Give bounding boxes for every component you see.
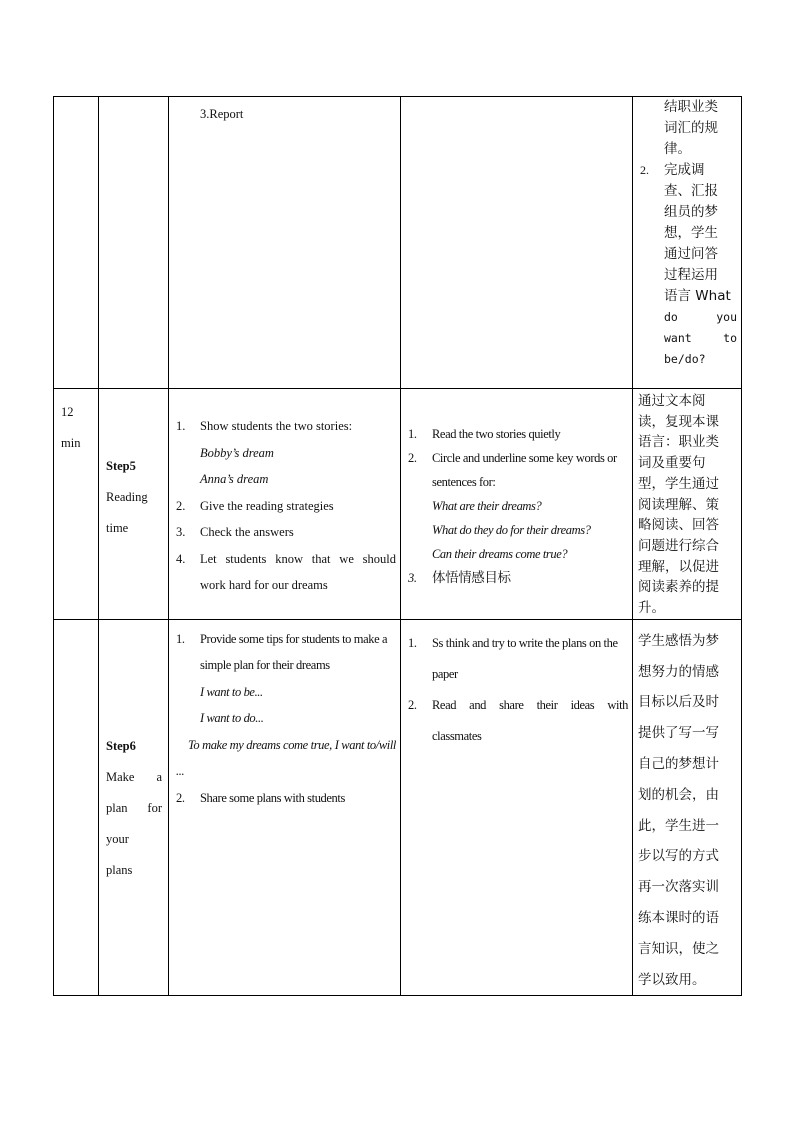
list-item: Check the answers [200,525,294,539]
student-activity-cell: 1. Read the two stories quietly 2. Circle and underline some key words or sentences for: What are their dreams? What do they do for their dreams? Can their dreams come true? 3. 体悟情感目标 [401,389,633,620]
step-name: plan for [106,800,162,815]
list-item: Provide some tips for students to make a simple plan for their dreams [200,631,388,673]
purpose-line: 通过问答 [664,246,718,262]
list-item: Anna’s dream [200,472,269,486]
list-item: What are their dreams? [432,499,542,513]
purpose-line: 学生感悟为梦 [638,632,719,649]
student-activity-cell: 1. Ss think and try to write the plans on the paper 2. Read and share their ideas with classmates [401,619,633,996]
purpose-line: 划的机会，由 [638,786,719,803]
purpose-line: 型，学生通过 [638,475,719,492]
purpose-line: 略阅读、回答 [638,517,719,534]
purpose-line: 过程运用 [664,267,718,283]
purpose-line: 此，学生进一 [638,817,719,834]
list-item: Can their dreams come true? [432,547,568,561]
purpose-line: 查、汇报 [664,183,718,199]
time-value: 12 [61,405,74,419]
list-item: I want to do... [200,711,264,726]
step-title: Step5 [106,459,136,473]
purpose-cell [633,97,742,389]
purpose-line: do you [664,310,737,324]
teacher-activity-cell: 1. Provide some tips for students to make a simple plan for their dreams I want to be... I want to do... To make my dreams come true, I want to/will ... 2. Share some plans with students [169,619,401,996]
purpose-line: 想努力的情感 [638,663,719,680]
student-activity-cell [401,97,633,389]
purpose-line: 目标以后及时 [638,694,719,711]
purpose-line: 提供了写一写 [638,725,719,742]
list-item: Read the two stories quietly [432,427,561,441]
purpose-line: 阅读素养的提 [638,579,719,596]
list-item: Show students the two stories: [200,419,353,433]
step-title: Step6 [106,738,136,753]
purpose-line: 再一次落实训 [638,879,719,896]
list-item: I want to be... [200,684,263,699]
purpose-line: 问题进行综合 [638,537,719,554]
time-unit: min [61,436,81,450]
step-name: Make a [106,769,162,784]
step-name: your [106,831,129,846]
list-item: Circle and underline some key words or sentences for: [432,451,617,489]
purpose-line: 升。 [638,600,665,617]
table-row [54,97,742,389]
purpose-line: 语言：职业类 [638,434,719,451]
time-cell [54,97,99,389]
list-item: 体悟情感目标 [432,570,511,586]
purpose-line: 完成调 [664,162,705,178]
teacher-activity-cell [169,97,401,389]
purpose-line: 通过文本阅 [638,393,706,409]
purpose-line: 学以致用。 [638,971,706,988]
teacher-activity-cell: 1. Show students the two stories: Bobby’s dream Anna’s dream 2. Give the reading strategies 3. Check the answers 4. Let students know that we should work hard for our dreams [169,389,401,620]
step-name: plans [106,862,133,877]
list-item: Give the reading strategies [200,498,334,513]
purpose-line: 词及重要句 [638,455,706,472]
list-item: Bobby’s dream [200,445,274,460]
table-row [54,619,742,996]
purpose-line: 词汇的规 [664,120,718,136]
time-cell [54,619,99,996]
purpose-line: 律。 [664,141,691,157]
list-item: To make my dreams come true, I want to/will ... [176,737,396,779]
report-text: 3.Report [200,107,244,121]
purpose-line: 想，学生 [664,225,718,241]
list-item: Share some plans with students [200,790,345,805]
time-cell [54,389,99,620]
lesson-plan-table [53,96,742,996]
purpose-line: be/do? [664,352,706,366]
purpose-line: 理解，以促进 [638,558,719,575]
list-number: 2. [640,163,649,177]
step-cell [99,389,169,620]
step-cell [99,97,169,389]
purpose-line: 言知识，使之 [638,940,719,957]
purpose-line: 组员的梦 [664,204,718,220]
step-cell [99,619,169,996]
table-row [54,389,742,620]
list-item: What do they do for their dreams? [432,523,591,537]
purpose-line: 阅读理解、策 [638,496,719,513]
purpose-cell [633,389,742,620]
purpose-line: want to [664,331,737,345]
purpose-cell [633,619,742,996]
purpose-line: 读，复现本课 [638,413,719,430]
list-item: Ss think and try to write the plans on the paper [432,635,618,681]
purpose-line: 步以写的方式 [638,848,719,865]
purpose-line: 结职业类 [664,99,718,115]
purpose-line: 自己的梦想计 [638,755,719,772]
purpose-line: 练本课时的语 [638,909,719,926]
step-name: Reading [106,490,148,504]
list-item: Read and share their ideas with classmates [432,697,628,743]
step-name: time [106,521,129,535]
purpose-line: 语言 What [664,288,731,304]
list-item: Let students know that we should work hard for our dreams [200,551,396,592]
